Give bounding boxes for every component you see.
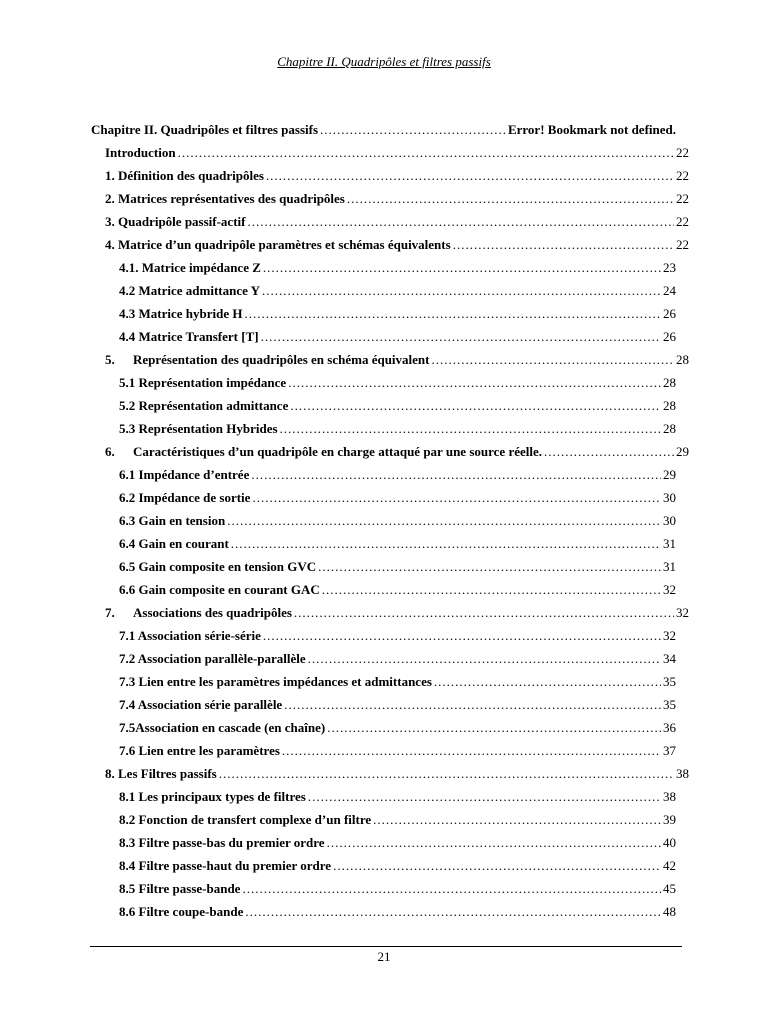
toc-leader-dots: [453, 237, 674, 253]
toc-entry[interactable]: [119, 858, 676, 874]
toc-entry-page: 37: [663, 743, 676, 758]
toc-entry-title: 7.2 Association parallèle-parallèle: [119, 651, 306, 666]
running-header: [0, 54, 768, 70]
toc-entry-page: Error! Bookmark not defined.: [507, 122, 676, 137]
toc-entry-page: 28: [663, 421, 676, 436]
toc-entry-title: Introduction: [105, 145, 176, 160]
toc-leader-dots: [252, 490, 661, 506]
toc-leader-dots: [242, 881, 661, 897]
toc-entry-title: 7.4 Association série parallèle: [119, 697, 283, 712]
toc-entry-title: Caractéristiques d’un quadripôle en charge attaqué par une source réelle.: [133, 444, 542, 459]
running-header-text: Chapitre II. Quadripôles et filtres passifs: [277, 54, 491, 69]
toc-entry-page: 38: [663, 789, 676, 804]
toc-entry[interactable]: [119, 789, 676, 805]
toc-entry-page: 40: [663, 835, 676, 850]
toc-entry-title: 8.1 Les principaux types de filtres: [119, 789, 306, 804]
toc-leader-dots: [320, 122, 506, 138]
toc-entry-page: 29: [676, 444, 689, 459]
footer-rule: [90, 946, 682, 947]
toc-entry-title: 4.3 Matrice hybride H: [119, 306, 243, 321]
toc-entry-title: 8.3 Filtre passe-bas du premier ordre: [119, 835, 325, 850]
toc-entry-title: 4. Matrice d’un quadripôle paramètres et schémas équivalents: [105, 237, 451, 252]
toc-entry-title: 2. Matrices représentatives des quadripôles: [105, 191, 345, 206]
toc-entry-page: 42: [663, 858, 676, 873]
toc-entry-page: 22: [676, 237, 689, 252]
toc-leader-dots: [263, 260, 661, 276]
toc-entry-title: 6.3 Gain en tension: [119, 513, 226, 528]
toc-entry[interactable]: [119, 697, 676, 713]
toc-entry[interactable]: [91, 122, 676, 138]
toc-leader-dots: [288, 375, 661, 391]
toc-entry-title: 5.1 Représentation impédance: [119, 375, 287, 390]
toc-entry[interactable]: [119, 375, 676, 391]
page-number: 21: [377, 949, 391, 964]
toc-entry-title: 7.1 Association série-série: [119, 628, 261, 643]
toc-entry-page: 28: [663, 398, 676, 413]
toc-entry[interactable]: [119, 467, 676, 483]
toc-entry[interactable]: [105, 191, 689, 207]
toc-leader-dots: [431, 352, 674, 368]
toc-leader-dots: [308, 789, 661, 805]
toc-entry[interactable]: [105, 237, 689, 253]
toc-entry-title: 8.6 Filtre coupe-bande: [119, 904, 244, 919]
toc-entry-page: 24: [663, 283, 676, 298]
toc-leader-dots: [290, 398, 661, 414]
toc-entry-page: 22: [676, 191, 689, 206]
toc-entry-title: 8.2 Fonction de transfert complexe d’un filtre: [119, 812, 372, 827]
toc-entry[interactable]: [105, 145, 689, 161]
toc-entry-page: 35: [663, 674, 676, 689]
toc-entry-title: Représentation des quadripôles en schéma équivalent: [133, 352, 430, 367]
toc-leader-dots: [347, 191, 674, 207]
toc-entry-page: 35: [663, 697, 676, 712]
toc-entry-title: 3. Quadripôle passif-actif: [105, 214, 246, 229]
toc-entry-title: 7.3 Lien entre les paramètres impédances et admittances: [119, 674, 432, 689]
toc-leader-dots: [262, 283, 661, 299]
toc-entry[interactable]: [105, 605, 689, 621]
toc-entry-page: 23: [663, 260, 676, 275]
toc-entry-title: 8.4 Filtre passe-haut du premier ordre: [119, 858, 332, 873]
toc-entry-page: 26: [663, 306, 676, 321]
toc-entry-number: 5.: [105, 352, 115, 367]
toc-leader-dots: [244, 306, 661, 322]
toc-entry-page: 39: [663, 812, 676, 827]
toc-leader-dots: [333, 858, 661, 874]
toc-entry-page: 31: [663, 559, 676, 574]
toc-entry-page: 28: [676, 352, 689, 367]
toc-entry-page: 22: [676, 168, 689, 183]
toc-entry-page: 30: [663, 490, 676, 505]
toc-entry[interactable]: [105, 214, 689, 230]
toc-entry-title: 8.5 Filtre passe-bande: [119, 881, 241, 896]
toc-leader-dots: [327, 720, 661, 736]
toc-entry[interactable]: [105, 352, 689, 368]
toc-leader-dots: [308, 651, 661, 667]
toc-entry-title: 6.4 Gain en courant: [119, 536, 229, 551]
toc-leader-dots: [227, 513, 661, 529]
toc-entry[interactable]: [119, 720, 676, 736]
toc-entry-title: 6.5 Gain composite en tension GVC: [119, 559, 317, 574]
toc-leader-dots: [280, 421, 661, 437]
toc-entry[interactable]: [119, 398, 676, 414]
toc-leader-dots: [318, 559, 661, 575]
toc-entry-page: 48: [663, 904, 676, 919]
toc-leader-dots: [251, 467, 661, 483]
toc-leader-dots: [263, 628, 661, 644]
toc-entry-page: 29: [663, 467, 676, 482]
toc-entry-title: 4.1. Matrice impédance Z: [119, 260, 261, 275]
toc-entry-page: 31: [663, 536, 676, 551]
toc-entry[interactable]: [119, 329, 676, 345]
toc-entry-title: 5.2 Représentation admittance: [119, 398, 289, 413]
toc-entry-title: Associations des quadripôles: [133, 605, 292, 620]
toc-leader-dots: [247, 214, 674, 230]
toc-entry-title: 4.4 Matrice Transfert [T]: [119, 329, 259, 344]
toc-entry-page: 22: [676, 214, 689, 229]
toc-entry[interactable]: [119, 628, 676, 644]
toc-entry-title: 4.2 Matrice admittance Y: [119, 283, 261, 298]
toc-entry[interactable]: [119, 536, 676, 552]
toc-leader-dots: [434, 674, 661, 690]
toc-entry[interactable]: [119, 559, 676, 575]
toc-entry-page: 26: [663, 329, 676, 344]
toc-entry[interactable]: [119, 260, 676, 276]
toc-entry[interactable]: [119, 490, 676, 506]
toc-entry-page: 32: [663, 582, 676, 597]
toc-leader-dots: [322, 582, 661, 598]
toc-entry[interactable]: [105, 444, 689, 460]
toc-entry-title: Chapitre II. Quadripôles et filtres passifs: [91, 122, 319, 137]
toc-entry[interactable]: [119, 421, 676, 437]
toc-leader-dots: [245, 904, 661, 920]
toc-entry[interactable]: [119, 743, 676, 759]
toc-entry-title: 6.2 Impédance de sortie: [119, 490, 251, 505]
toc-entry[interactable]: [105, 168, 689, 184]
toc-entry-page: 32: [676, 605, 689, 620]
toc-leader-dots: [282, 743, 661, 759]
toc-entry[interactable]: [105, 766, 689, 782]
toc-leader-dots: [294, 605, 674, 621]
toc-entry-number: 7.: [105, 605, 115, 620]
toc-entry[interactable]: [119, 651, 676, 667]
toc-leader-dots: [261, 329, 661, 345]
toc-entry-title: 7.5Association en cascade (en chaîne): [119, 720, 326, 735]
toc-leader-dots: [544, 444, 674, 460]
toc-leader-dots: [266, 168, 674, 184]
toc-leader-dots: [327, 835, 661, 851]
toc-entry[interactable]: [119, 881, 676, 897]
toc-leader-dots: [219, 766, 674, 782]
toc-entry-page: 30: [663, 513, 676, 528]
toc-entry[interactable]: [119, 306, 676, 322]
toc-entry-page: 28: [663, 375, 676, 390]
toc-entry-title: 7.6 Lien entre les paramètres: [119, 743, 280, 758]
toc-entry[interactable]: [119, 674, 676, 690]
toc-leader-dots: [284, 697, 661, 713]
toc-entry-title: 6.6 Gain composite en courant GAC: [119, 582, 320, 597]
toc-leader-dots: [373, 812, 661, 828]
toc-leader-dots: [178, 145, 674, 161]
toc-entry-title: 5.3 Représentation Hybrides: [119, 421, 278, 436]
toc-entry[interactable]: [119, 283, 676, 299]
toc-entry[interactable]: [119, 812, 676, 828]
toc-entry-title: 8. Les Filtres passifs: [105, 766, 217, 781]
toc-entry-page: 32: [663, 628, 676, 643]
toc-entry-page: 36: [663, 720, 676, 735]
toc-entry-page: 45: [663, 881, 676, 896]
toc-entry[interactable]: [119, 904, 676, 920]
toc-entry-page: 22: [676, 145, 689, 160]
toc-entry-number: 6.: [105, 444, 115, 459]
toc-entry[interactable]: [119, 835, 676, 851]
toc-entry-title: 1. Définition des quadripôles: [105, 168, 264, 183]
toc-entry-page: 38: [676, 766, 689, 781]
toc-leader-dots: [231, 536, 661, 552]
toc-entry[interactable]: [119, 582, 676, 598]
toc-entry-page: 34: [663, 651, 676, 666]
toc-entry[interactable]: [119, 513, 676, 529]
toc-entry-title: 6.1 Impédance d’entrée: [119, 467, 250, 482]
